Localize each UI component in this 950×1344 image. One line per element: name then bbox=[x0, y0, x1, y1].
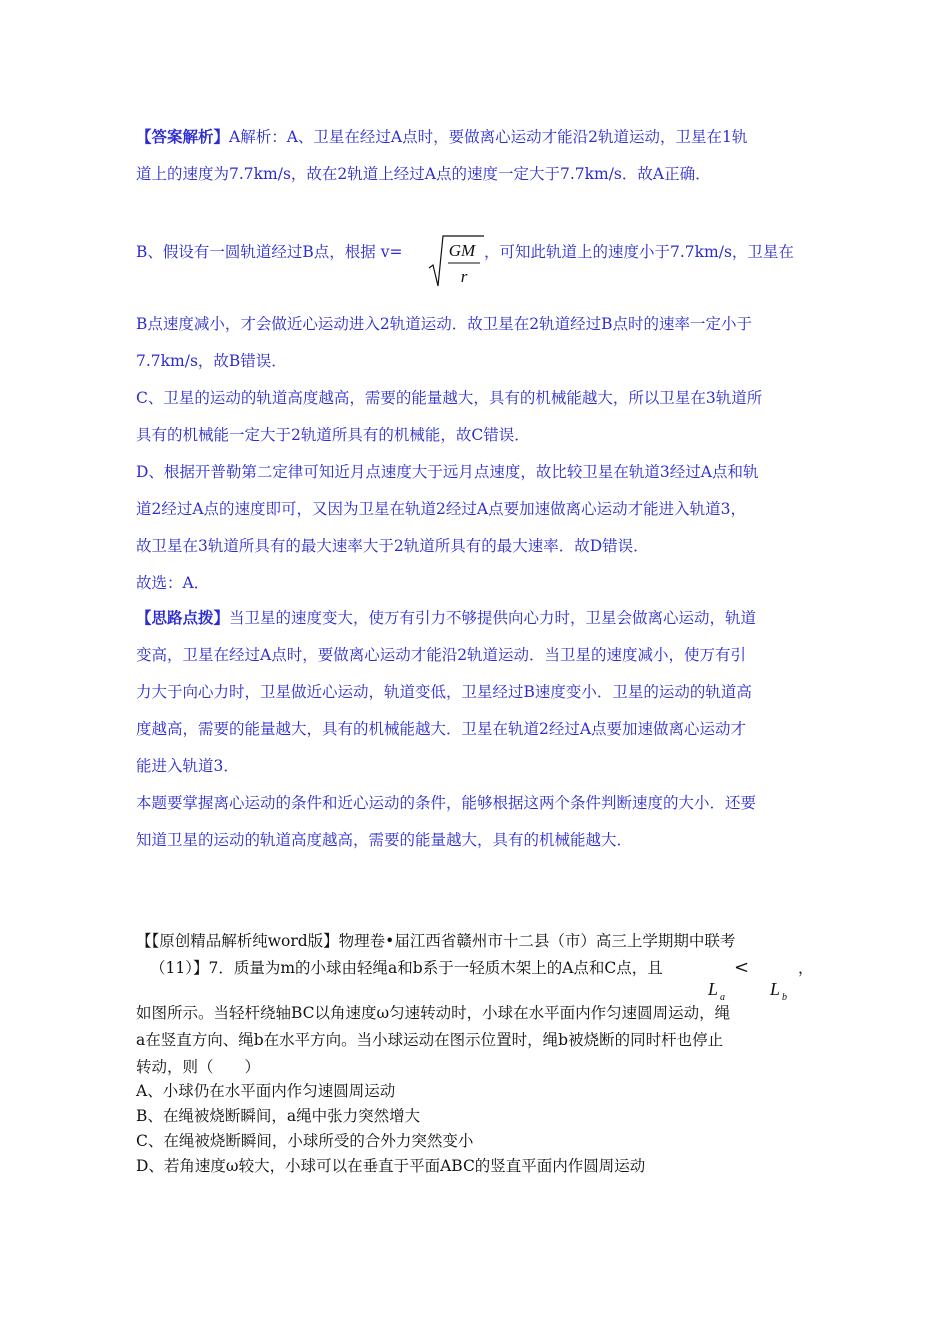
answer-tag: 【答案解析】 bbox=[136, 127, 230, 146]
answer-b-line-2: B点速度减小，才会做近心运动进入2轨道运动．故卫星在2轨道经过B点时的速率一定小于 bbox=[136, 315, 753, 333]
answer-c-line-1: C、卫星的运动的轨道高度越高，需要的能量越大，具有的机械能越大，所以卫星在3轨道所 bbox=[136, 389, 763, 407]
length-la-symbol bbox=[706, 978, 738, 1002]
formula-numerator: GM bbox=[448, 241, 476, 260]
hint-line-1 bbox=[136, 608, 816, 628]
question-line-5: 转动，则（ ） bbox=[136, 1058, 261, 1076]
answer-b-post: ，可知此轨道上的速度小于7.7km/s，卫星在 bbox=[484, 243, 794, 261]
question-header-line-1: 【【原创精品解析纯word版】物理卷•届江西省赣州市十二县（市）高三上学期期中联考 bbox=[136, 932, 736, 950]
svg-text:a: a bbox=[720, 992, 725, 1002]
hint-text-1: 当卫星的速度变大，使万有引力不够提供向心力时，卫星会做离心运动，轨道 bbox=[229, 609, 757, 627]
option-d: D、若角速度ω较大，小球可以在垂直于平面ABC的竖直平面内作圆周运动 bbox=[136, 1157, 646, 1175]
length-lb-symbol bbox=[768, 978, 800, 1002]
question-line-2: （11）】7．质量为m的小球由轻绳a和b系于一轻质木架上的A点和C点，且 bbox=[150, 959, 663, 977]
answer-line-2: 道上的速度为7.7km/s，故在2轨道上经过A点的速度一定大于7.7km/s．故A正确． bbox=[136, 165, 711, 183]
formula-denominator: r bbox=[460, 267, 468, 286]
option-b: B、在绳被烧断瞬间，a绳中张力突然增大 bbox=[136, 1107, 421, 1125]
answer-d-line-3: 故卫星在3轨道所具有的最大速率大于2轨道所具有的最大速率．故D错误． bbox=[136, 537, 649, 555]
answer-b-line-3: 7.7km/s，故B错误． bbox=[136, 352, 287, 370]
question-comma: ， bbox=[798, 959, 814, 977]
less-than-sign: < bbox=[734, 957, 750, 978]
answer-b-pre: B、假设有一圆轨道经过B点，根据 v= bbox=[136, 243, 403, 261]
svg-text:L: L bbox=[708, 979, 719, 999]
hint-line-5: 能进入轨道3． bbox=[136, 757, 239, 775]
answer-text-1: A解析：A、卫星在经过A点时，要做离心运动才能沿2轨道运动，卫星在1轨 bbox=[229, 128, 748, 146]
option-a: A、小球仍在水平面内作匀速圆周运动 bbox=[136, 1082, 396, 1100]
hint-line-3: 力大于向心力时，卫星做近心运动，轨道变低，卫星经过B速度变小．卫星的运动的轨道高 bbox=[136, 683, 752, 701]
hint-line-2: 变高，卫星在经过A点时，要做离心运动才能沿2轨道运动．当卫星的速度减小，使万有引 bbox=[136, 646, 747, 664]
hint-tag: 【思路点拨】 bbox=[136, 608, 230, 627]
svg-text:b: b bbox=[782, 992, 787, 1002]
answer-line-1 bbox=[136, 127, 816, 147]
answer-c-line-2: 具有的机械能一定大于2轨道所具有的机械能，故C错误． bbox=[136, 426, 530, 444]
option-c: C、在绳被烧断瞬间，小球所受的合外力突然变小 bbox=[136, 1132, 474, 1150]
question-line-3: 如图所示。当轻杆绕轴BC以角速度ω匀速转动时，小球在水平面内作匀速圆周运动，绳 bbox=[136, 1004, 731, 1022]
sqrt-gm-over-r-formula bbox=[428, 232, 484, 288]
answer-choice: 故选：A． bbox=[136, 574, 210, 592]
answer-d-line-1: D、根据开普勒第二定律可知近月点速度大于远月点速度，故比较卫星在轨道3经过A点和轨 bbox=[136, 463, 759, 481]
answer-d-line-2: 道2经过A点的速度即可，又因为卫星在轨道2经过A点要加速做离心运动才能进入轨道3， bbox=[136, 500, 746, 518]
hint-line-4: 度越高，需要的能量越大，具有的机械能越大．卫星在轨道2经过A点要加速做离心运动才 bbox=[136, 720, 747, 738]
hint-line-6: 本题要掌握离心运动的条件和近心运动的条件，能够根据这两个条件判断速度的大小．还要 bbox=[136, 794, 757, 812]
svg-text:L: L bbox=[770, 979, 781, 999]
hint-line-7: 知道卫星的运动的轨道高度越高，需要的能量越大，具有的机械能越大． bbox=[136, 831, 633, 849]
question-line-4: a在竖直方向、绳b在水平方向。当小球运动在图示位置时，绳b被烧断的同时杆也停止 bbox=[136, 1031, 724, 1049]
